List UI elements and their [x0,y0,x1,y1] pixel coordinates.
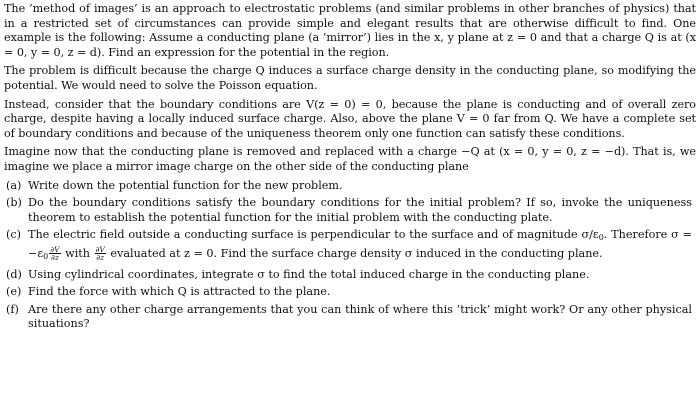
question-item-a [4,179,696,194]
fraction-numerator: ∂V [95,244,105,254]
question-text: Do the boundary conditions satisfy the boundary conditions for the initial problem? If so, invoke the uniqueness theorem to establish the potential function for the initial problem with the conducting plate. [28,196,692,224]
subscript: 0 [43,251,49,261]
question-item-c [4,228,696,264]
question-item-e [4,285,696,300]
question-text-part: . Therefore σ = −ε [28,228,692,260]
question-text: Are there any other charge arrangements that you can think of where this ’trick’ might work? Or any other physical situations? [28,302,692,331]
image-charge-paragraph: Imagine now that the conducting plane is removed and replaced with a charge −Q at (x = 0, y = 0, z = −d). That is, we imagine we place a mirror image charge on the other side of the conducting plane [4,145,696,173]
fraction-denominator: ∂z [50,253,59,263]
question-label: (a) [6,178,22,192]
fraction-denominator: ∂z [96,253,105,263]
question-label: (b) [6,196,22,210]
question-list [4,179,696,332]
partial-derivative-fraction [49,246,60,262]
question-text: Write down the potential function for the new problem. [28,178,343,192]
difficulty-paragraph: The problem is difficult because the charge Q induces a surface charge density in the conducting plane, so modifying the potential. We would need to solve the Poisson equation. [4,64,696,92]
question-text: Find the force with which Q is attracted to the plane. [28,285,331,299]
question-text [28,228,696,264]
question-label: (c) [6,228,21,242]
partial-derivative-fraction [95,246,106,262]
question-text-part: The electric field outside a conducting surface is perpendicular to the surface and of magnitude σ/ε [28,228,599,242]
question-text-part: evaluated at z = 0. Find the surface charge density σ induced in the conducting plane. [106,246,603,260]
question-item-f [4,303,696,332]
boundary-conditions-paragraph: Instead, consider that the boundary conditions are V(z = 0) = 0, because the plane is conducting and of overall zero charge, despite having a locally induced surface charge. Also, above the plane V = 0 far from Q. We have a complete set of boundary conditions and because of the uniqueness theorem only one function can satisfy these conditions. [4,97,696,140]
question-label: (d) [6,267,22,281]
intro-paragraph: The ’method of images’ is an approach to electrostatic problems (and similar problems in other branches of physics) that in a restricted set of circumstances can provide simple and elegant results that are otherwise difficult to find. One example is the following: Assume a conducting plane (a ’mirror’) lies in the x, y plane at z = 0 and that a charge Q is at (x = 0, y = 0, z = d). Find an expression for the potential in the region. [4,2,696,59]
fraction-numerator: ∂V [50,244,60,254]
question-label: (e) [6,285,22,299]
question-item-b [4,196,696,225]
question-item-d [4,268,696,283]
question-label: (f) [6,302,19,316]
question-text-part: with [61,246,94,260]
question-text: Using cylindrical coordinates, integrate σ to find the total induced charge in the conducting plane. [28,267,590,281]
subscript: 0 [598,233,604,243]
